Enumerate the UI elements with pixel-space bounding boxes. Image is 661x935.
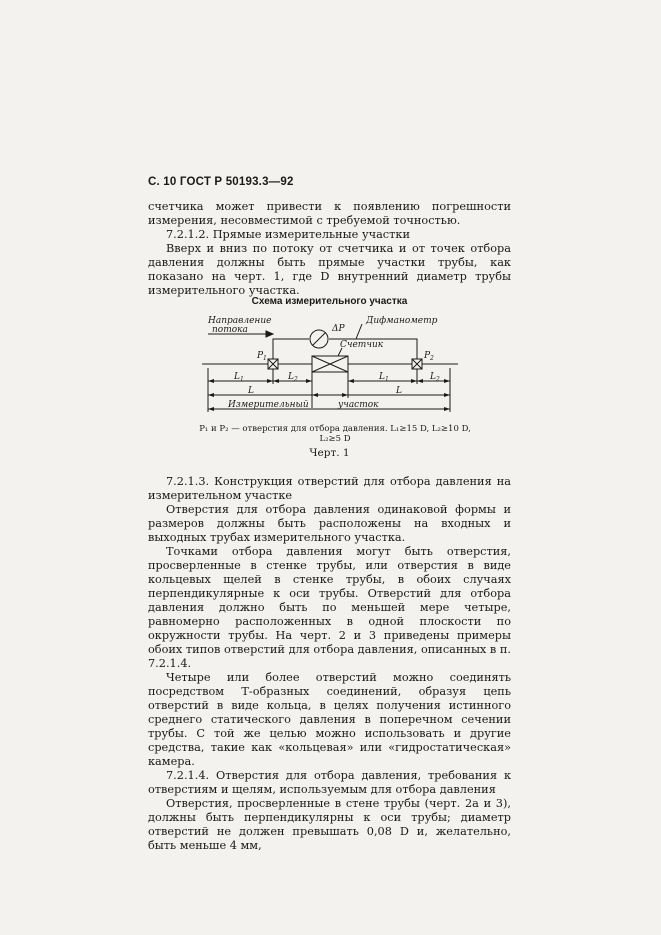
page-header: С. 10 ГОСТ Р 50193.3—92 [148,176,294,188]
dimension-l2-right-sub: 2 [436,376,440,383]
legend-line: L₂≥5 D [319,434,351,444]
paragraph: 7.2.1.2. Прямые измерительные участки [166,228,410,241]
paragraph: 7.2.1.3. Конструкция отверстий для отбора давления на измерительном участке [148,475,511,502]
paragraph: счетчика может привести к появлению погрешности измерения, несовместимой с требуемой точностью. [148,200,511,227]
text-block-bottom [148,475,511,853]
flow-direction-label: Направление [208,316,272,326]
measuring-section-diagram [190,310,480,422]
dimension-l2-left: L [288,372,294,382]
paragraph: 7.2.1.4. Отверстия для отбора давления, требования к отверстиям и щелям, используемым для отбора давления [148,769,511,796]
impulse-line [273,339,309,359]
flow-arrowhead [266,331,273,337]
dimension-l2-right: L [430,372,436,382]
dimension-l1-left-sub: 1 [240,376,244,383]
p1-label: P [257,351,264,361]
delta-p-label: ΔP [332,324,345,334]
figure-caption: Черт. 1 [309,447,350,459]
flow-direction-label: потока [212,325,248,335]
paragraph: Точками отбора давления могут быть отверстия, просверленные в стенке трубы, или отверстия в виде кольцевых щелей в стенке трубы, в обоих случаях перпендикулярные к оси трубы. Отверстий для отбора давления должно быть по меньшей мере четыре, равномерно расположенных в одной плоскости по окружности трубы. На черт. 2 и 3 приведены примеры обоих типов отверстий для отбора давления, описанных в п. 7.2.1.4. [148,545,511,670]
dimension-l1-right-sub: 1 [385,376,389,383]
paragraph: Вверх и вниз по потоку от счетчика и от точек отбора давления должны быть прямые участки трубы, как показано на черт. 1, где D внутренний диаметр трубы измерительного участка. [148,242,511,297]
legend-line: P₁ и P₂ — отверстия для отбора давления. L₁≥15 D, L₂≥10 D, [199,424,471,434]
difmanometer-label: Дифманометр [366,316,438,326]
dimension-l2-left-sub: 2 [294,376,298,383]
p2-label: P [424,351,431,361]
text-block-top [148,200,511,298]
dimension-l1-right: L [379,372,385,382]
meter-label: Счетчик [340,340,384,350]
dimension-l1-left: L [234,372,240,382]
paragraph: Отверстия, просверленные в стене трубы (черт. 2а и 3), должны быть перпендикулярны к оси трубы; диаметр отверстий не должен превышать 0,08 D и, желательно, быть меньше 4 мм, [148,797,511,852]
diagram-title: Схема измерительного участка [251,296,408,307]
dimension-l-right: L [396,386,402,396]
diagram-legend [190,424,480,444]
dimension-l-left: L [248,386,254,396]
p1-subscript: 1 [263,355,267,362]
paragraph: Отверстия для отбора давления одинаковой формы и размеров должны быть расположены на входных и выходных трубах измерительного участка. [148,503,511,544]
section-label-word2: участок [338,400,379,410]
p2-subscript: 2 [430,355,434,362]
paragraph: Четыре или более отверстий можно соединять посредством Т-образных соединений, образуя цепь отверстий в виде кольца, в целях получения истинного среднего статического давления в поперечном сечении трубы. С той же целью можно использовать и другие средства, такие как «кольцевая» или «гидростатическая» камера. [148,671,511,768]
section-label-word1: Измерительный [228,400,309,410]
